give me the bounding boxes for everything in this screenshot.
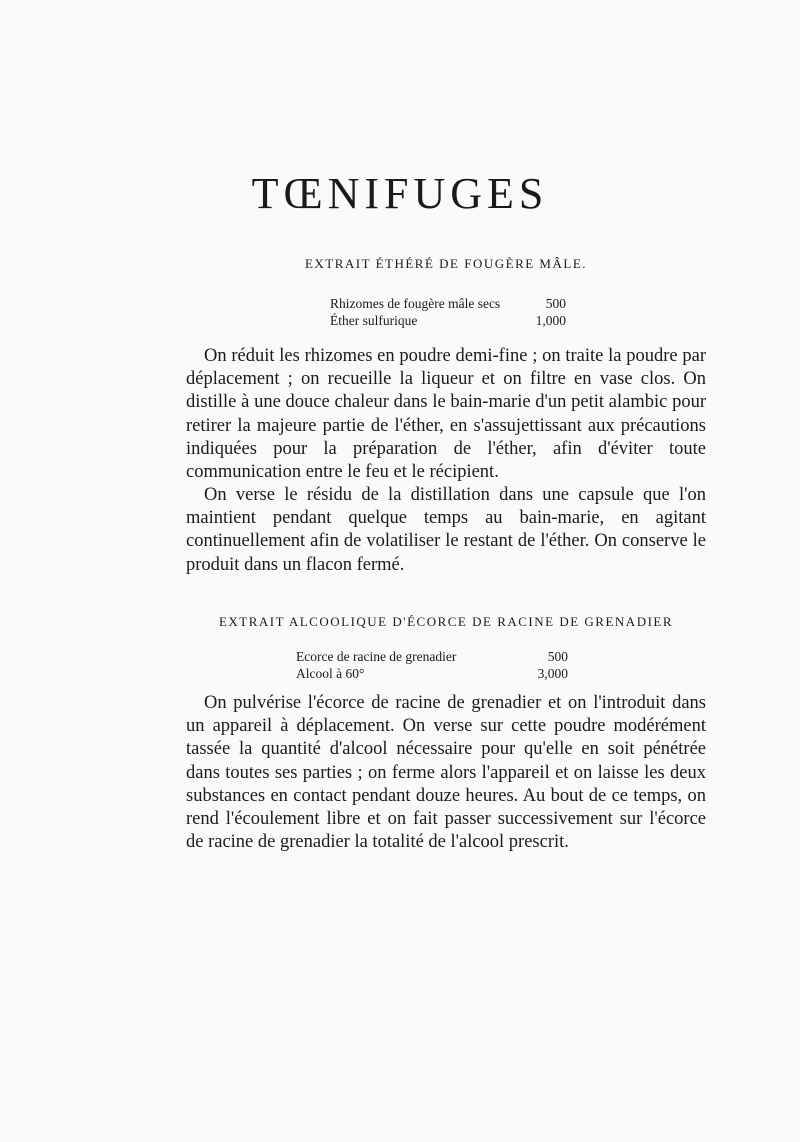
ingredient-qty: 500 xyxy=(545,296,566,311)
ingredient-row xyxy=(296,648,568,665)
ingredient-name: Alcool à 60° xyxy=(296,666,365,681)
section-heading-fougere: EXTRAIT ÉTHÉRÉ DE FOUGÈRE MÂLE. xyxy=(304,256,588,271)
ingredient-name: Rhizomes de fougère mâle secs xyxy=(330,296,501,311)
paragraph: On pulvérise l'écorce de racine de grenadier et on l'introduit dans un appareil à déplacement. On verse sur cette poudre modérément tassée la quantité d'alcool nécessaire pour qu'elle en soit pénétrée dans toutes ses parties ; on ferme alors l'appareil et on laisse les deux substances en contact pendant douze heures. Au bout de ce temps, on rend l'écoulement libre et on fait passer successivement sur l'écorce de racine de grenadier la totalité de l'alcool prescrit. xyxy=(186,693,706,853)
recipe-grenadier xyxy=(296,648,568,682)
ingredient-name: Éther sulfurique xyxy=(330,313,418,328)
ingredient-row xyxy=(330,312,566,329)
paragraph: On réduit les rhizomes en poudre demi-fine ; on traite la poudre par déplacement ; on recueille la liqueur et on filtre en vase clos. On distille à une douce chaleur dans le bain-marie d'un petit alambic pour retirer la majeure partie de l'éther, en s'assujettissant aux précautions indiquées pour la préparation de l'éther, afin d'éviter toute communication entre le feu et le récipient. xyxy=(186,346,706,483)
recipe-fougere xyxy=(330,295,566,329)
section-heading-grenadier: EXTRAIT ALCOOLIQUE D'ÉCORCE DE RACINE DE GRENADIER xyxy=(218,614,674,629)
ingredient-row xyxy=(330,295,566,312)
ingredient-qty: 500 xyxy=(547,649,568,664)
page-title: TŒNIFUGES xyxy=(251,169,549,218)
ingredient-row xyxy=(296,665,568,682)
ingredient-name: Ecorce de racine de grenadier xyxy=(296,649,457,664)
paragraph: On verse le résidu de la distillation dans une capsule que l'on maintient pendant quelque temps au bain-marie, en agitant continuellement afin de volatiliser le restant de l'éther. On conserve le produit dans un flacon fermé. xyxy=(186,485,706,575)
ingredient-qty: 1,000 xyxy=(535,313,566,328)
ingredient-qty: 3,000 xyxy=(537,666,568,681)
